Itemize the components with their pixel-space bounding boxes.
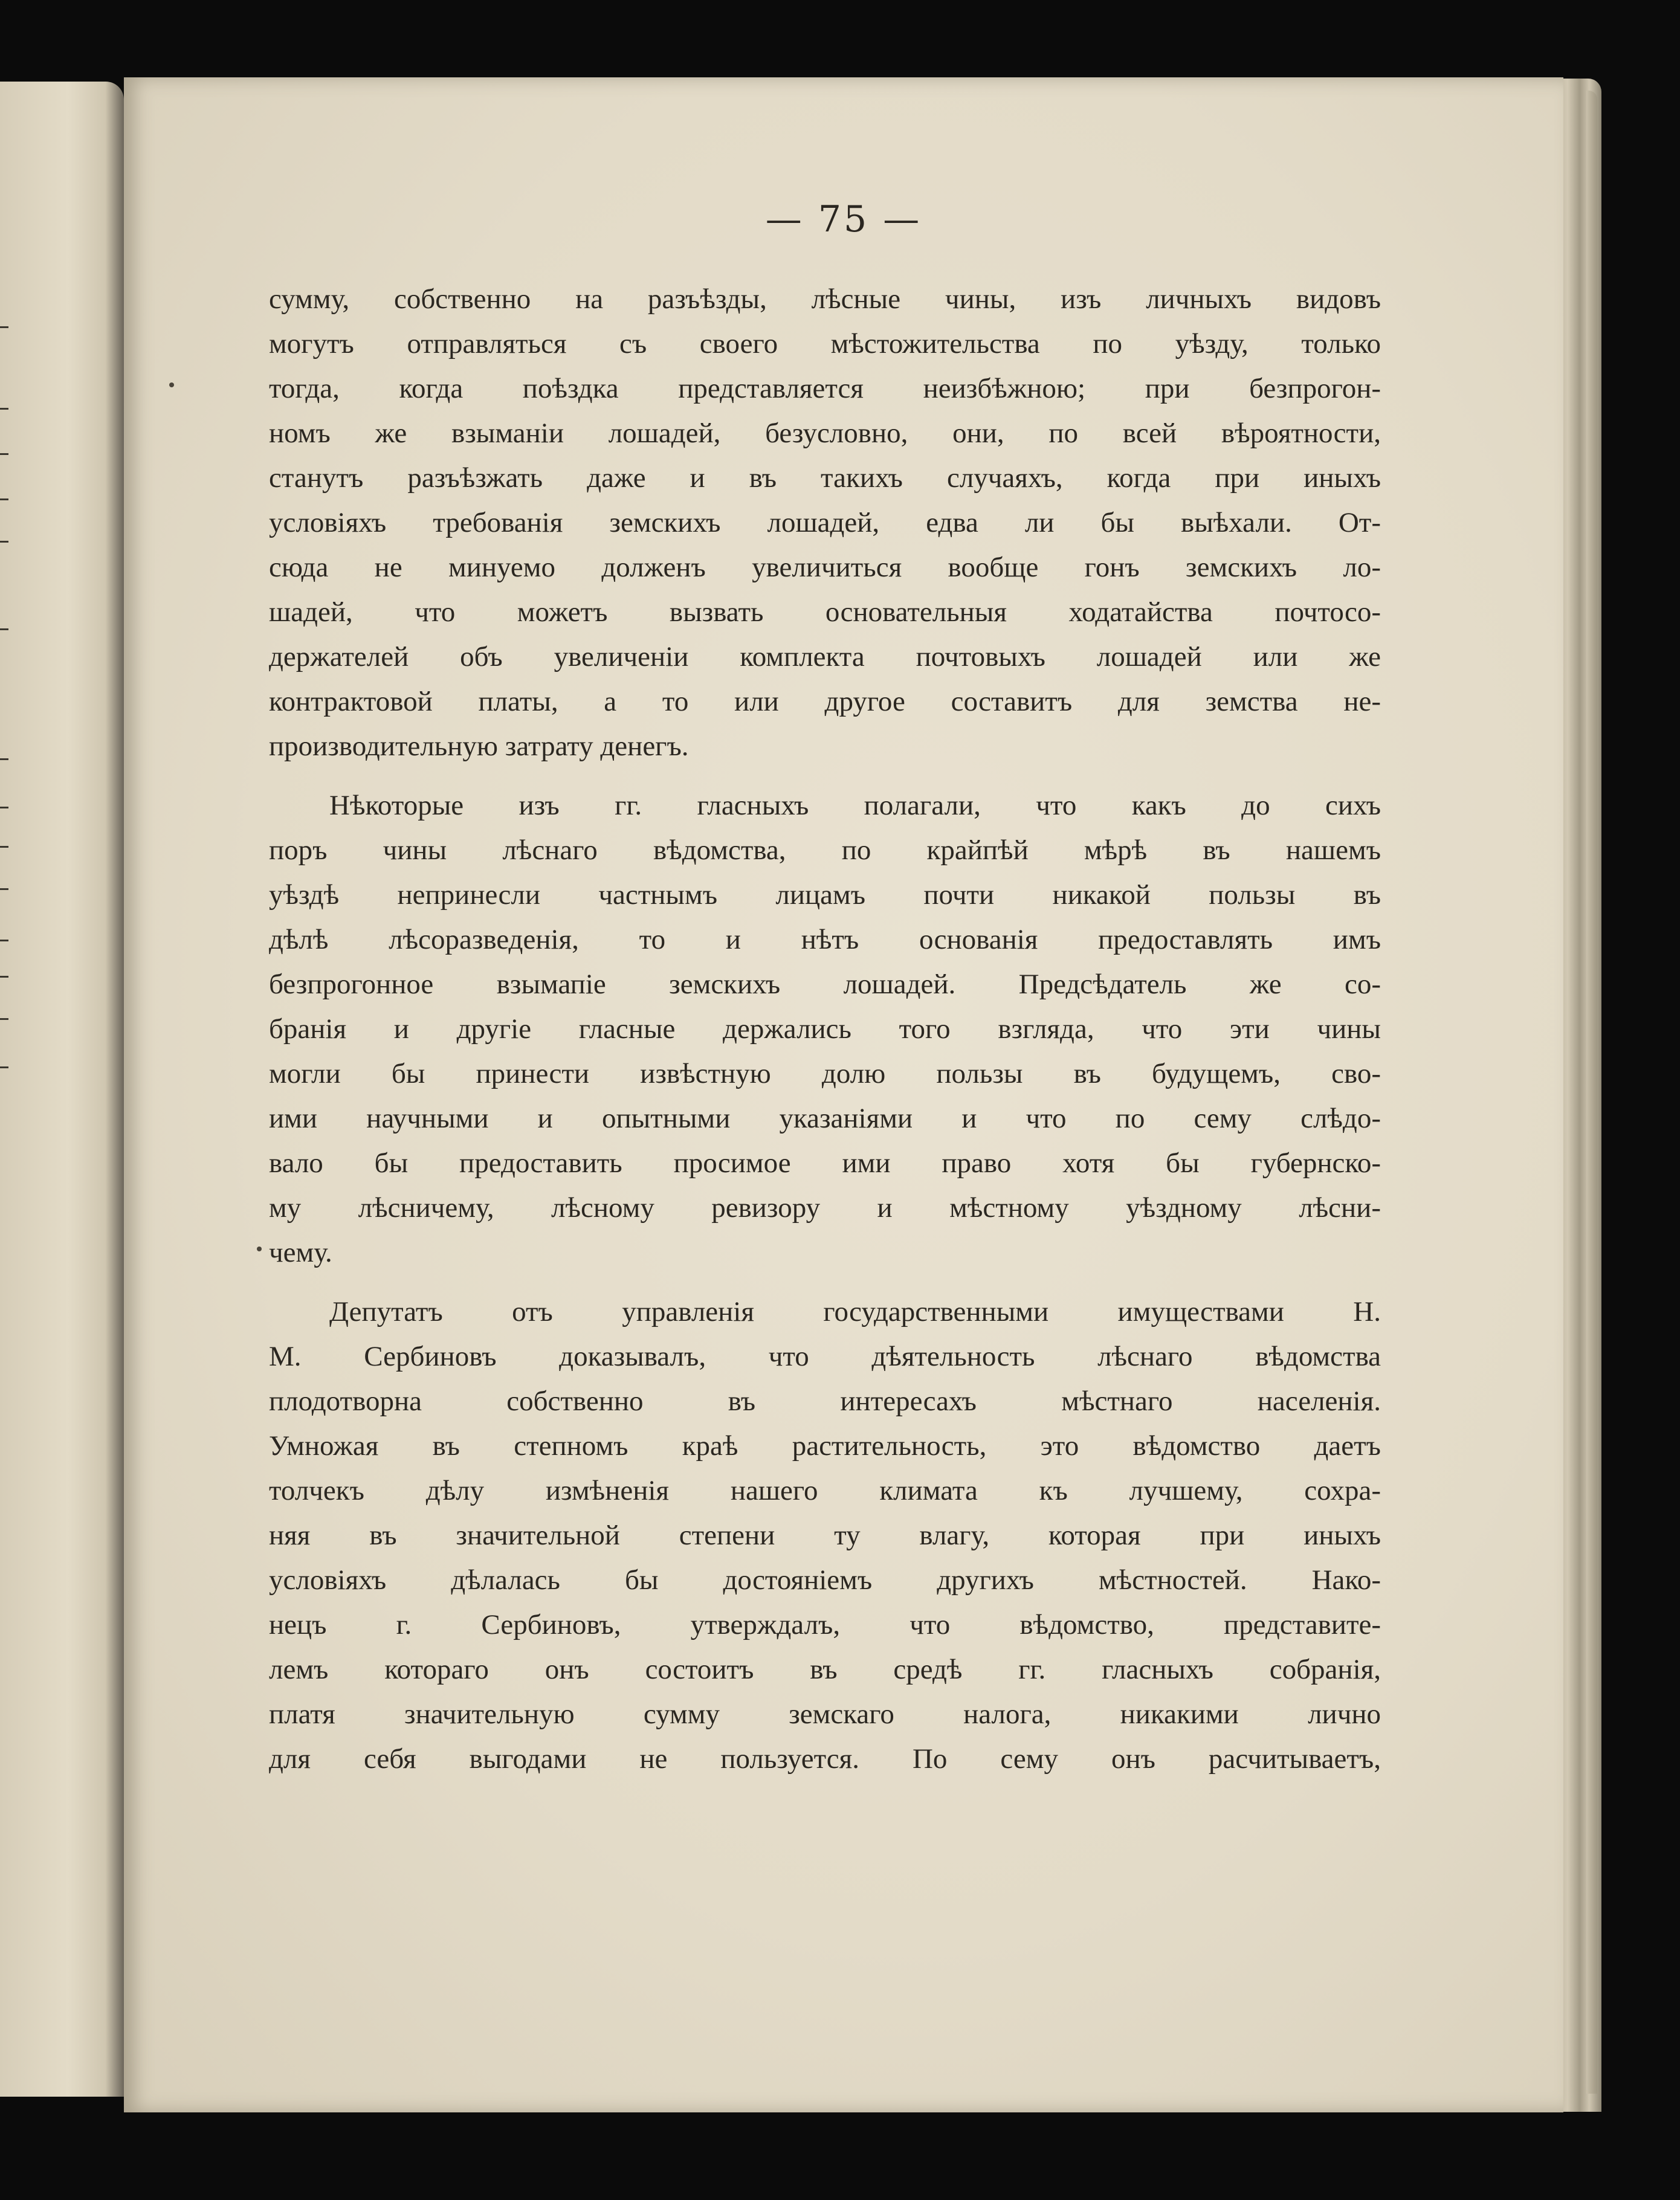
text-line: Нѣкоторые изъ гг. гласныхъ полагали, что какъ до сихъ [329,790,1381,821]
text-line: нецъ г. Сербиновъ, утверждалъ, что вѣдомство, представите- [269,1609,1381,1640]
text-line: поръ чины лѣснаго вѣдомства, по крайпѣй мѣрѣ въ нашемъ [269,834,1381,866]
text-line: могли бы принести извѣстную долю пользы въ будущемъ, сво- [269,1058,1381,1089]
paragraph-1 [269,277,1381,769]
text-line: контрактовой платы, а то или другое составитъ для земства не- [269,686,1381,717]
left-page-mark [0,976,8,978]
text-line: сумму, собственно на разъѣзды, лѣсные чины, изъ личныхъ видовъ [269,283,1381,315]
left-page-mark [0,498,8,500]
text-line: дѣлѣ лѣсоразведенія, то и нѣтъ основанія предоставлять имъ [269,924,1381,955]
text-line: М. Сербиновъ доказывалъ, что дѣятельность лѣснаго вѣдомства [269,1341,1381,1372]
text-line: Депутатъ отъ управленія государственными имуществами Н. [329,1296,1381,1327]
paragraph-3 [269,1289,1381,1781]
text-line: вало бы предоставить просимое ими право хотя бы губернско- [269,1147,1381,1179]
text-line: номъ же взыманіи лошадей, безусловно, они, по всей вѣроятности, [269,418,1381,449]
left-page-mark [0,408,8,410]
left-page-mark [0,326,8,328]
text-line: Умножая въ степномъ краѣ растительность, это вѣдомство даетъ [269,1430,1381,1462]
page-stack-edge-inner [1586,91,1597,2094]
text-line: условіяхъ требованія земскихъ лошадей, едва ли бы выѣхали. От- [269,507,1381,538]
text-line: няя въ значительной степени ту влагу, которая при иныхъ [269,1520,1381,1551]
book-page [124,77,1563,2112]
text-line: шадей, что можетъ вызвать основательныя ходатайства почтосо- [269,596,1381,628]
text-line: станутъ разъѣзжать даже и въ такихъ случаяхъ, когда при иныхъ [269,462,1381,494]
body-text [269,277,1381,1781]
text-line: бранія и другіе гласные держались того взгляда, что эти чины [269,1013,1381,1045]
ink-speck [257,1247,262,1251]
left-page-mark [0,1066,8,1068]
text-line: тогда, когда поѣздка представляется неизбѣжною; при безпрогон- [269,373,1381,404]
paragraph-2 [269,783,1381,1275]
text-line: ими научными и опытными указаніями и что по сему слѣдо- [269,1103,1381,1134]
page-number: — 75 — [765,198,922,240]
text-line: сюда не минуемо долженъ увеличиться вообще гонъ земскихъ ло- [269,552,1381,583]
text-line: условіяхъ дѣлалась бы достояніемъ другихъ мѣстностей. Нако- [269,1564,1381,1596]
left-page-mark [0,888,8,890]
previous-page-edge [0,82,124,2097]
text-line: плодотворна собственно въ интересахъ мѣстнаго населенія. [269,1385,1381,1417]
left-page-mark [0,1018,8,1020]
ink-speck [169,382,174,387]
text-line: держателей объ увеличеніи комплекта почтовыхъ лошадей или же [269,641,1381,673]
text-line: безпрогонное взымапіе земскихъ лошадей. Предсѣдатель же со- [269,969,1381,1000]
left-page-mark [0,758,8,760]
text-line: толчекъ дѣлу измѣненія нашего климата къ лучшему, сохра- [269,1475,1381,1506]
text-line: уѣздѣ непринесли частнымъ лицамъ почти никакой пользы въ [269,879,1381,911]
left-page-mark [0,628,8,630]
text-line: лемъ котораго онъ состоитъ въ средѣ гг. гласныхъ собранія, [269,1654,1381,1685]
text-line: му лѣсничему, лѣсному ревизору и мѣстному уѣздному лѣсни- [269,1192,1381,1224]
text-line: для себя выгодами не пользуется. По сему онъ расчитываетъ, [269,1743,1381,1775]
text-line: платя значительную сумму земскаго налога, никакими лично [269,1698,1381,1730]
left-page-mark [0,541,8,543]
left-page-mark [0,807,8,808]
left-page-mark [0,846,8,848]
left-page-mark [0,453,8,455]
left-page-mark [0,940,8,941]
text-line: могутъ отправляться съ своего мѣстожительства по уѣзду, только [269,328,1381,360]
text-line: чему. [269,1237,332,1268]
text-line: производительную затрату денегъ. [269,731,689,762]
